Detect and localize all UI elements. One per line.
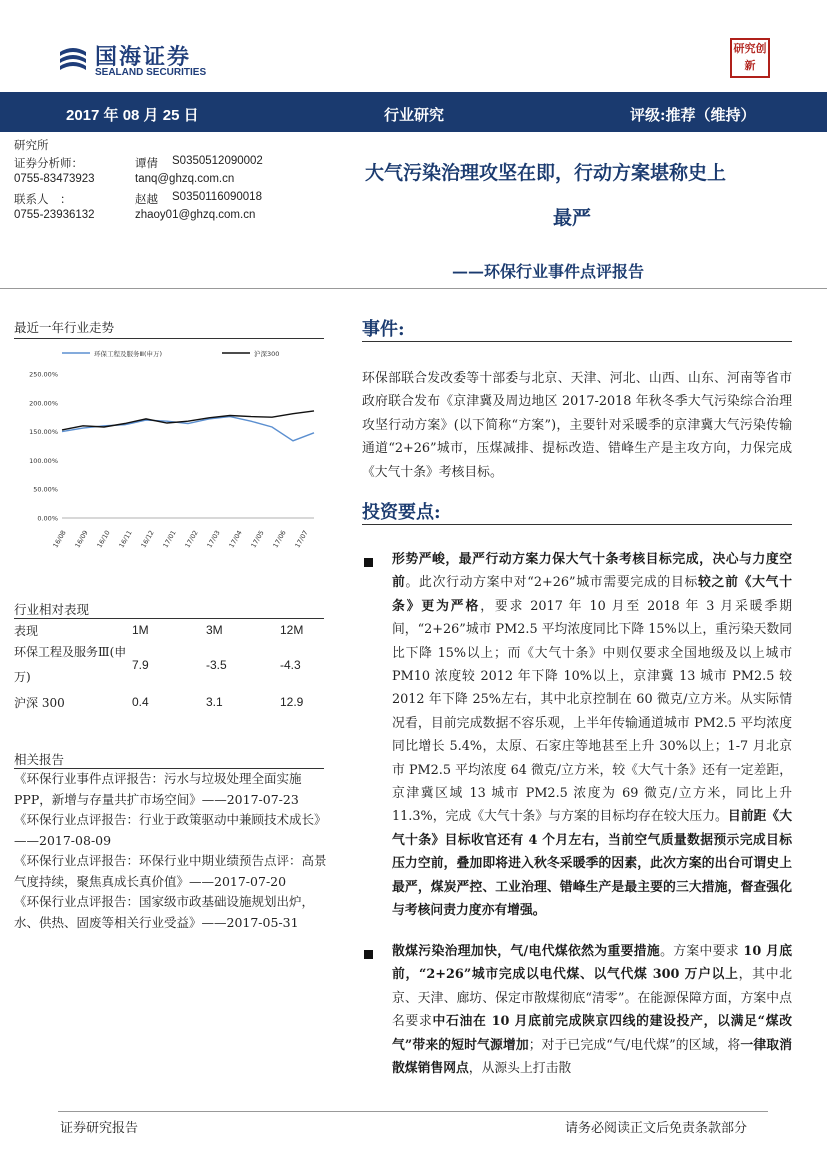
report-title-line1: 大气污染治理攻坚在即，行动方案堪称史上 (365, 162, 727, 184)
perf-title: 行业相对表现 (14, 602, 90, 617)
y-tick-label: 0.00% (37, 514, 58, 523)
report-title-line2: 最严 (553, 207, 592, 229)
point-1-lead: 形势严峻，最严行动方案力保大气十条考核目标完成，决心与力度空前 (392, 552, 792, 591)
contact-name: 赵越 (135, 192, 158, 206)
y-tick-label: 200.00% (29, 399, 58, 408)
y-tick-label: 50.00% (33, 485, 58, 494)
perf-row-12m: 12.9 (280, 695, 304, 709)
x-tick-label: 17/05 (249, 529, 266, 550)
perf-col-name: 表现 (14, 623, 39, 638)
point-2-lead: 散煤污染治理加快，气/电代煤依然为重要措施 (392, 944, 661, 959)
report-date: 2017 年 08 月 25 日 (66, 107, 199, 124)
x-tick-label: 17/03 (205, 529, 222, 550)
point-2-text: 。方案中要求 (660, 944, 744, 959)
x-tick-label: 16/08 (51, 529, 68, 550)
series-line (62, 411, 314, 430)
point-1 (392, 548, 792, 923)
performance-table (14, 620, 324, 714)
contact-phone: 0755-23936132 (14, 209, 95, 221)
legend-industry: 环保工程及服务Ⅲ(申万) (94, 350, 163, 358)
header-divider (0, 288, 827, 289)
table-header-row (14, 620, 324, 640)
point-2-body2: ；对于已完成“气/电代煤”的区域，将 (528, 1037, 741, 1053)
perf-col-12m: 12M (280, 623, 304, 637)
legend-index: 沪深300 (254, 350, 280, 358)
research-seal: 研究创新 (730, 38, 770, 78)
perf-row-name: 沪深 300 (14, 695, 65, 710)
related-reports[interactable]: 《环保行业事件点评报告：污水与垃圾处理全面实施 PPP，新增与存量共扩市场空间》——2017-07-23 《环保行业点评报告：行业于政策驱动中兼顾技术成长》——2017-08-09 《环保行业点评报告：环保行业中期业绩预告点评：高景气度持续，聚焦真成长真价值》——2017-07-20 《环保行业点评报告：国家级市政基础设施规划出炉，水、供热、固废等相关行业受益》——2017-05-31 (14, 771, 327, 930)
x-tick-label: 17/07 (293, 529, 310, 550)
logo-english: SEALAND SECURITIES (95, 67, 207, 78)
perf-row-3m: 3.1 (206, 695, 223, 709)
analyst-email[interactable]: tanq@ghzq.com.cn (135, 173, 235, 185)
point-1-body: ，要求 2017 年 10 月至 2018 年 3 月采暖季期间，“2+26”城市 PM2.5 平均浓度同比下降 15%以上，重污染天数同比下降 15%以上；而《大气十条》中则仅要求全国地级及以上城市 PM10 浓度较 2012 年下降 10%以上，京津冀 13 城市 PM2.5 较 2012 年下降 25%左右，其中北京控制在 60 微克/立方米。从实际情况看，目前完成数据不容乐观，上半年传输通道城市 PM2.5 平均浓度同比增长 5.4%，太原、石家庄等地甚至上升 30%以上；1-7 月北京市 PM2.5 平均浓度 64 微克/立方米，较《大气十条》还有一定差距，京津冀区域 13 城市 PM2.5 浓度为 69 微克/立方米，同比上升 11.3%，完成《大气十条》与方案的目标均存在较大压力。 (392, 598, 793, 825)
event-text: 环保部联合发改委等十部委与北京、天津、河北、山西、山东、河南等省市政府联合发布《京津冀及周边地区 2017-2018 年秋冬季大气污染综合治理攻坚行动方案》(以下简称“方案”)，主要针对采暖季的京津冀大气污染传输通道“2+26”城市，压煤减排、提标改造、错峰生产是主攻方向，力保完成《大气十条》考核目标。 (362, 371, 792, 480)
rating: 评级:推荐（维持） (630, 106, 756, 124)
analyst-phone: 0755-83473923 (14, 173, 95, 185)
point-1-emph: 较之前《大气十条》更为严格 (392, 575, 793, 614)
trend-title: 最近一年行业走势 (14, 320, 115, 335)
footer-right: 请务必阅读正文后免责条款部分 (565, 1121, 748, 1136)
report-type: 行业研究 (384, 106, 445, 124)
table-row (14, 690, 324, 714)
contact-email[interactable]: zhaoy01@ghzq.com.cn (135, 209, 256, 221)
dept-label: 研究所 (14, 138, 49, 152)
point-2-body: ，其中北京、天津、廊坊、保定市散煤彻底“清零”。在能源保障方面，方案中点名要求 (392, 967, 793, 1030)
x-tick-label: 17/06 (271, 529, 288, 550)
report-subtitle: ——环保行业事件点评报告 (452, 262, 645, 281)
y-tick-label: 150.00% (29, 428, 58, 437)
event-heading: 事件: (362, 319, 405, 340)
perf-col-3m: 3M (206, 623, 223, 637)
analyst-label: 证券分析师： (14, 158, 83, 170)
perf-row-12m: -4.3 (280, 658, 301, 672)
perf-row-3m: -3.5 (206, 658, 227, 672)
point-1-conclusion: 目前距《大气十条》目标收官还有 4 个月左右，当前空气质量数据预示完成目标压力空前，叠加即将进入秋冬采暖季的因素，此次方案的出台可谓史上最严，煤炭严控、工业治理、错峰生产是最主要的三大措施，督查强化与考核问责力度亦有增强。 (392, 809, 793, 919)
table-row (14, 640, 324, 690)
x-tick-label: 16/10 (95, 529, 112, 550)
trend-rule (14, 338, 324, 339)
x-tick-label: 17/02 (183, 529, 200, 550)
point-2-emph: 10 月底前，“2+26”城市完成以电代煤、以气代煤 300 万户以上 (392, 944, 792, 983)
analyst-name: 谭倩 (135, 156, 158, 170)
trend-chart (14, 342, 324, 552)
contact-code: S0350116090018 (172, 191, 262, 203)
point-2-emph3: 一律取消散煤销售网点 (392, 1037, 792, 1077)
x-tick-label: 17/04 (227, 529, 244, 550)
bullet-icon (364, 950, 373, 959)
analyst-code: S0350512090002 (172, 155, 263, 167)
y-tick-label: 100.00% (29, 456, 58, 465)
y-tick-label: 250.00% (29, 370, 58, 379)
reports-title: 相关报告 (14, 752, 65, 767)
footer-divider (58, 1111, 768, 1112)
perf-row-name: 环保工程及服务Ⅲ(申万) (14, 645, 127, 684)
points-heading: 投资要点: (362, 502, 441, 523)
points-rule (362, 524, 792, 525)
point-2 (392, 940, 792, 1080)
logo-chinese: 国海证券 (95, 45, 192, 70)
x-tick-label: 17/01 (161, 529, 178, 550)
footer-left: 证券研究报告 (60, 1121, 139, 1136)
point-2-emph2: 中石油在 10 月底前完成陕京四线的建设投产，以满足“煤改气”带来的短时气源增加 (392, 1014, 792, 1053)
contact-label: 联系人 ： (14, 192, 72, 206)
bullet-icon (364, 558, 373, 567)
point-2-body3: ，从源头上打击散 (468, 1061, 572, 1077)
perf-row-1m: 0.4 (132, 695, 149, 709)
sealand-logo-icon (58, 44, 88, 74)
perf-col-1m: 1M (132, 623, 149, 637)
event-rule (362, 341, 792, 342)
x-tick-label: 16/12 (139, 529, 156, 550)
point-1-text: 。此次行动方案中对“2+26”城市需要完成的目标 (405, 575, 699, 591)
x-tick-label: 16/09 (73, 529, 90, 550)
series-line (62, 417, 314, 441)
x-tick-label: 16/11 (117, 529, 134, 550)
perf-rule (14, 618, 324, 619)
perf-row-1m: 7.9 (132, 658, 149, 672)
